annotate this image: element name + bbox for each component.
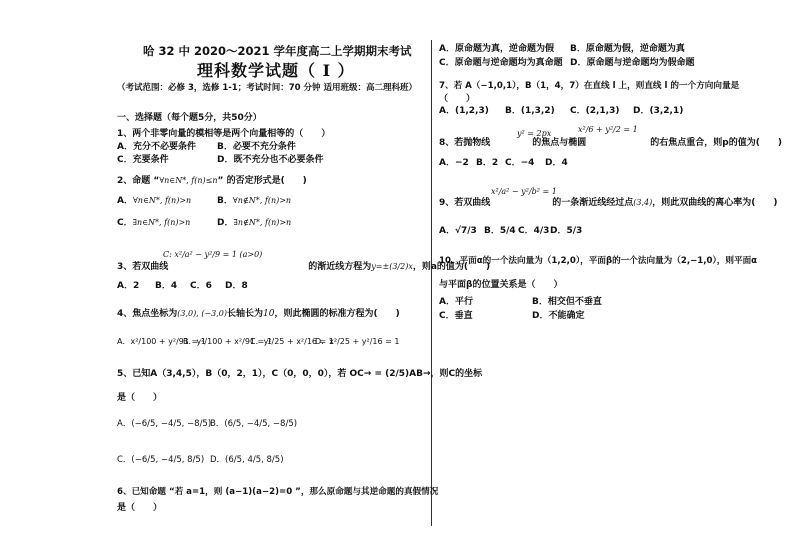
q2-a-label: A． <box>117 196 133 206</box>
q2-option-a <box>117 195 191 207</box>
q2-a-math: ∀n∈N*, f(n)>n <box>132 196 192 205</box>
q7-option-a: A．(1,2,3) <box>439 106 489 116</box>
q3-stem-post: ，则a的值为( ) <box>412 262 491 272</box>
q10-option-c: C．垂直 <box>439 311 473 321</box>
q4-stem <box>117 308 400 320</box>
column-divider <box>431 40 432 526</box>
q6-option-b: B．原命题为假，逆命题为真 <box>570 44 685 54</box>
q8-stem-post: 的右焦点重合，则p的值为( ) <box>650 138 782 148</box>
q9-option-a: A．√7/3 <box>439 226 477 236</box>
q2-stem <box>117 175 307 187</box>
q2-option-c <box>117 217 190 229</box>
q2-stem-post: ” 的否定形式是( ) <box>217 176 307 186</box>
q3-option-b: B．4 <box>155 281 178 291</box>
q10-option-a: A．平行 <box>439 297 473 307</box>
q8-stem <box>439 138 782 149</box>
q9-stem-pre: 9、若双曲线 <box>439 198 491 208</box>
q2-c-math: ∃n∈N*, f(n)>n <box>132 218 191 227</box>
q7-option-b: B．(1,3,2) <box>505 106 555 116</box>
q2-c-label: C． <box>117 218 133 228</box>
q1-option-d: D．既不充分也不必要条件 <box>217 155 324 165</box>
q8-option-d: D．4 <box>545 158 568 168</box>
q3-stem-pre: 3、若双曲线 <box>117 262 169 272</box>
q6-option-a: A．原命题为真，逆命题为假 <box>439 44 554 54</box>
q2-option-d <box>217 217 291 229</box>
q7-stem: 7、若 A（−1,0,1），B（1，4，7）在直线 l 上，则直线 l 的一个方向向量是 <box>439 81 740 91</box>
exam-title: 理科数学试题（ I ） <box>197 61 355 80</box>
q4-length: 10 <box>263 309 275 319</box>
q5-option-d: D．(6/5, 4/5, 8/5) <box>210 455 284 465</box>
q7-option-c: C．(2,1,3) <box>570 106 620 116</box>
q9-option-c: C．4/3 <box>518 226 550 236</box>
q5-stem2: 是（ ） <box>117 393 163 403</box>
q1-option-c: C．充要条件 <box>117 155 169 165</box>
q2-d-math: ∃n∉N*, f(n)>n <box>233 218 292 227</box>
q3-curve: C: x²/a² − y²/9 = 1 (a>0) <box>163 250 263 259</box>
q6-option-d: D．原命题与逆命题均为假命题 <box>570 58 695 68</box>
q4-option-d: D．x²/25 + y²/16 = 1 <box>315 337 400 346</box>
q2-stem-pre: 2、命题 “ <box>117 176 160 186</box>
q2-b-math: ∀n∉N*, f(n)>n <box>232 196 292 205</box>
exam-info: （考试范围：必修 3，选修 1-1；考试时间：70 分钟 适用班级：高二理科班） <box>117 83 417 93</box>
q2-stem-math: ∀n∈N*, f(n)≤n <box>159 176 218 185</box>
q3-option-a: A．2 <box>117 281 140 291</box>
q9-option-b: B．5/4 <box>484 226 516 236</box>
q3-asymptote: y=±(3/2)x <box>371 262 413 271</box>
q5-option-b: B．(6/5, −4/5, −8/5) <box>210 419 298 429</box>
q5-option-c: C．(−6/5, −4/5, 8/5) <box>117 455 205 465</box>
q2-option-b <box>217 195 291 207</box>
q4-option-a: A．x²/100 + y²/91 = 1 <box>117 337 206 346</box>
q9-stem <box>439 197 777 209</box>
q9-hyperbola: x²/a² − y²/b² = 1 <box>491 187 557 196</box>
exam-school-title: 哈 32 中 2020～2021 学年度高二上学期期末考试 <box>143 44 412 58</box>
q4-stem-mid: 长轴长为 <box>226 309 263 319</box>
q8-parabola: y² = 2px <box>517 129 552 138</box>
q1-option-b: B．必要不充分条件 <box>217 142 296 152</box>
q5-stem: 5、已知A（3,4,5），B（0，2，1），C（0，0，0），若 OC→ = (2/5)AB→，则C的坐标 <box>117 369 483 379</box>
q1-option-a: A．充分不必要条件 <box>117 142 196 152</box>
q9-stem-mid: 的一条渐近线经过点 <box>552 198 634 208</box>
q9-point: (3,4) <box>633 198 653 207</box>
q4-option-c: C．y²/25 + x²/16 = 1 <box>250 337 334 346</box>
q6-option-c: C．原命题与逆命题均为真命题 <box>439 58 563 68</box>
q8-option-c: C．−4 <box>505 158 535 168</box>
q7-option-d: D．(3,2,1) <box>633 106 684 116</box>
q3-stem-mid: 的渐近线方程为 <box>308 262 372 272</box>
q1-stem: 1、两个非零向量的模相等是两个向量相等的（ ） <box>117 129 331 139</box>
q6-stem: 6、已知命题 “若 a=1，则 (a−1)(a−2)=0 ”，那么原命题与其逆命题的真假情况 <box>117 487 439 497</box>
q2-d-label: D． <box>217 218 234 228</box>
q3-option-c: C．6 <box>190 281 212 291</box>
q3-stem <box>117 261 490 273</box>
q8-option-a: A．−2 <box>439 158 469 168</box>
q8-ellipse: x²/6 + y²/2 = 1 <box>578 125 638 134</box>
section-heading: 一、选择题（每个题5分，共50分） <box>117 113 262 123</box>
q4-foci: (3,0), (−3,0) <box>177 309 227 318</box>
q4-stem-pre: 4、焦点坐标为 <box>117 309 178 319</box>
q8-stem-pre: 8、若抛物线 <box>439 138 491 148</box>
q2-b-label: B． <box>217 196 233 206</box>
q9-stem-post: ，则此双曲线的离心率为( ) <box>652 198 778 208</box>
q10-stem: 10、平面α的一个法向量为（1,2,0），平面β的一个法向量为（2,−1,0），则平面α <box>439 256 758 266</box>
q3-option-d: D．8 <box>225 281 248 291</box>
q10-option-d: D．不能确定 <box>532 311 585 321</box>
q4-stem-post: ，则此椭圆的标准方程为( ) <box>274 309 400 319</box>
q8-option-b: B．2 <box>476 158 499 168</box>
q10-stem2: 与平面β的位置关系是（ ） <box>439 280 563 290</box>
q7-stem2: （ ） <box>439 94 476 104</box>
q10-option-b: B．相交但不垂直 <box>532 297 602 307</box>
q6-stem2: 是（ ） <box>117 503 163 513</box>
q9-option-d: D．5/3 <box>550 226 583 236</box>
q4-option-b: B．y²/100 + x²/91 = 1 <box>183 337 272 346</box>
q8-stem-mid: 的焦点与椭圆 <box>532 138 587 148</box>
q5-option-a: A．(−6/5, −4/5, −8/5) <box>117 419 212 429</box>
